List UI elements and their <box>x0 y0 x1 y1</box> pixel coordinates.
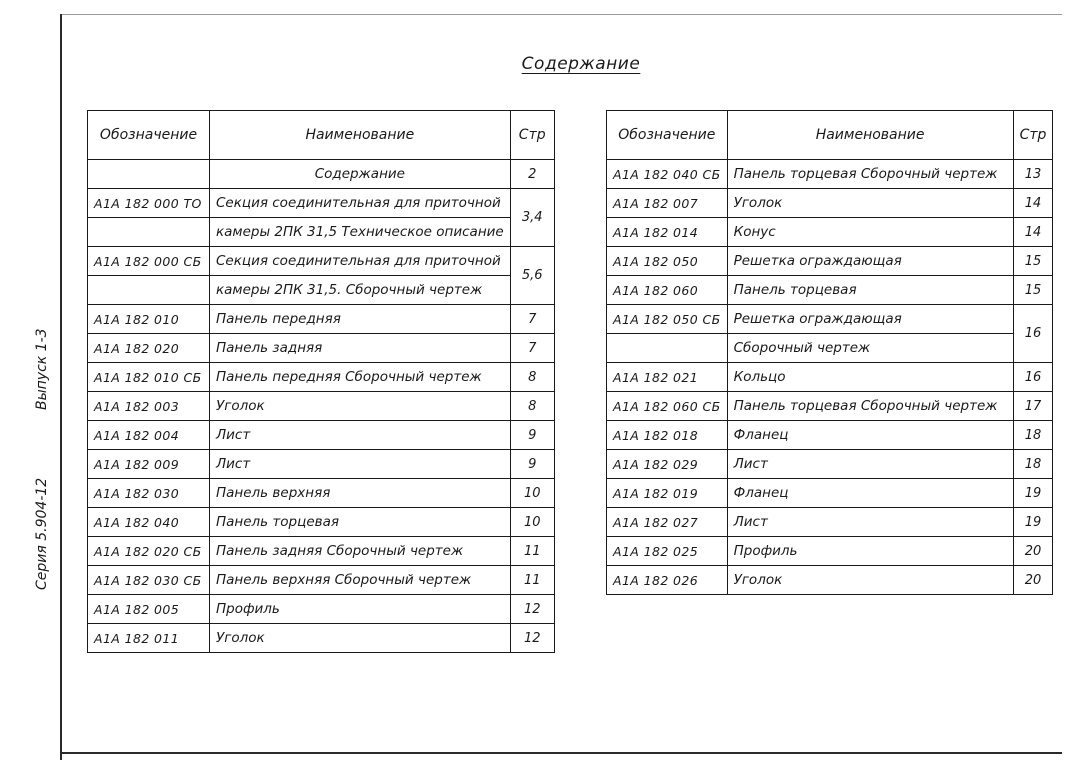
name-cell: Уголок <box>210 624 511 653</box>
name-cell: Лист <box>727 508 1013 537</box>
name-cell: камеры 2ПК 31,5. Сборочный чертеж <box>210 276 511 305</box>
name-cell: Панель задняя Сборочный чертеж <box>210 537 511 566</box>
page-cell: 9 <box>510 450 554 479</box>
table-row <box>88 247 555 276</box>
table-row <box>607 363 1053 392</box>
page-cell: 18 <box>1013 450 1053 479</box>
designation-cell: А1А 182 014 <box>607 218 728 247</box>
page-cell: 7 <box>510 334 554 363</box>
table-row <box>607 247 1053 276</box>
page-cell: 16 <box>1013 305 1053 363</box>
table-row <box>88 363 555 392</box>
page-cell: 16 <box>1013 363 1053 392</box>
name-cell: Кольцо <box>727 363 1013 392</box>
name-cell: Панель торцевая <box>727 276 1013 305</box>
page-header: Стр <box>1013 111 1053 160</box>
designation-cell: А1А 182 040 <box>88 508 210 537</box>
name-cell: Лист <box>727 450 1013 479</box>
designation-cell: А1А 182 004 <box>88 421 210 450</box>
page-header: Стр <box>510 111 554 160</box>
designation-cell: А1А 182 040 СБ <box>607 160 728 189</box>
table-row <box>88 595 555 624</box>
name-cell: Содержание <box>210 160 511 189</box>
designation-cell: А1А 182 000 СБ <box>88 247 210 276</box>
table-row <box>607 566 1053 595</box>
name-cell: Профиль <box>210 595 511 624</box>
page-cell: 14 <box>1013 218 1053 247</box>
page-cell: 10 <box>510 508 554 537</box>
designation-cell <box>88 160 210 189</box>
page-cell: 20 <box>1013 566 1053 595</box>
designation-cell: А1А 182 050 <box>607 247 728 276</box>
table-row <box>88 218 555 247</box>
name-cell: Панель верхняя <box>210 479 511 508</box>
table-row <box>88 566 555 595</box>
table-row <box>607 479 1053 508</box>
name-cell: Лист <box>210 421 511 450</box>
page-cell: 12 <box>510 595 554 624</box>
page-cell: 8 <box>510 363 554 392</box>
designation-cell <box>607 334 728 363</box>
name-cell: Уголок <box>727 566 1013 595</box>
page-cell: 8 <box>510 392 554 421</box>
table-row <box>607 421 1053 450</box>
table-row <box>607 189 1053 218</box>
name-header: Наименование <box>727 111 1013 160</box>
table-row <box>88 421 555 450</box>
page-cell: 10 <box>510 479 554 508</box>
table-header-row <box>88 111 555 160</box>
table-row <box>607 305 1053 334</box>
designation-cell: А1А 182 021 <box>607 363 728 392</box>
designation-cell: А1А 182 011 <box>88 624 210 653</box>
table-row <box>607 334 1053 363</box>
table-row <box>607 392 1053 421</box>
table-row <box>88 624 555 653</box>
designation-cell: А1А 182 018 <box>607 421 728 450</box>
name-cell: Панель верхняя Сборочный чертеж <box>210 566 511 595</box>
page-cell: 3,4 <box>510 189 554 247</box>
designation-header: Обозначение <box>607 111 728 160</box>
page-cell: 5,6 <box>510 247 554 305</box>
page-cell: 7 <box>510 305 554 334</box>
name-cell: Фланец <box>727 421 1013 450</box>
name-cell: Сборочный чертеж <box>727 334 1013 363</box>
table-row <box>88 189 555 218</box>
name-cell: Решетка ограждающая <box>727 305 1013 334</box>
designation-cell: А1А 182 009 <box>88 450 210 479</box>
name-cell: Панель торцевая Сборочный чертеж <box>727 160 1013 189</box>
designation-cell: А1А 182 025 <box>607 537 728 566</box>
table-row <box>607 537 1053 566</box>
frame-top-line <box>60 14 1062 15</box>
page-title: Содержание <box>521 54 641 74</box>
name-cell: камеры 2ПК 31,5 Техническое описание <box>210 218 511 247</box>
name-cell: Панель задняя <box>210 334 511 363</box>
page-cell: 15 <box>1013 247 1053 276</box>
name-cell: Секция соединительная для приточной <box>210 247 511 276</box>
page-cell: 14 <box>1013 189 1053 218</box>
name-cell: Панель передняя <box>210 305 511 334</box>
designation-cell: А1А 182 026 <box>607 566 728 595</box>
designation-cell <box>88 276 210 305</box>
name-cell: Уголок <box>210 392 511 421</box>
page-cell: 20 <box>1013 537 1053 566</box>
table-header-row <box>607 111 1053 160</box>
designation-cell: А1А 182 010 <box>88 305 210 334</box>
table-row <box>88 392 555 421</box>
designation-cell: А1А 182 020 СБ <box>88 537 210 566</box>
issue-label: Выпуск 1-3 <box>34 328 50 410</box>
designation-cell: А1А 182 060 СБ <box>607 392 728 421</box>
page-cell: 19 <box>1013 479 1053 508</box>
designation-cell: А1А 182 030 <box>88 479 210 508</box>
designation-cell: А1А 182 029 <box>607 450 728 479</box>
table-row <box>607 276 1053 305</box>
page-cell: 19 <box>1013 508 1053 537</box>
name-cell: Секция соединительная для приточной <box>210 189 511 218</box>
name-cell: Профиль <box>727 537 1013 566</box>
table-row <box>607 508 1053 537</box>
table-row <box>88 537 555 566</box>
designation-cell: А1А 182 010 СБ <box>88 363 210 392</box>
frame-left-line <box>60 14 62 760</box>
table-row <box>607 450 1053 479</box>
page-cell: 18 <box>1013 421 1053 450</box>
page-cell: 11 <box>510 566 554 595</box>
designation-cell: А1А 182 003 <box>88 392 210 421</box>
designation-cell: А1А 182 027 <box>607 508 728 537</box>
designation-cell: А1А 182 007 <box>607 189 728 218</box>
page-cell: 15 <box>1013 276 1053 305</box>
name-cell: Уголок <box>727 189 1013 218</box>
page-cell: 12 <box>510 624 554 653</box>
frame-bottom-line <box>60 752 1062 754</box>
name-cell: Лист <box>210 450 511 479</box>
designation-cell: А1А 182 000 ТО <box>88 189 210 218</box>
name-cell: Фланец <box>727 479 1013 508</box>
table-row <box>607 218 1053 247</box>
page-cell: 13 <box>1013 160 1053 189</box>
series-label: Серия 5.904-12 <box>34 477 50 590</box>
designation-cell: А1А 182 020 <box>88 334 210 363</box>
designation-cell: А1А 182 030 СБ <box>88 566 210 595</box>
table-row <box>607 160 1053 189</box>
designation-cell: А1А 182 005 <box>88 595 210 624</box>
page-cell: 9 <box>510 421 554 450</box>
page-cell: 17 <box>1013 392 1053 421</box>
contents-table-left <box>87 110 555 653</box>
name-cell: Панель торцевая Сборочный чертеж <box>727 392 1013 421</box>
name-header: Наименование <box>210 111 511 160</box>
name-cell: Панель передняя Сборочный чертеж <box>210 363 511 392</box>
name-cell: Решетка ограждающая <box>727 247 1013 276</box>
side-label <box>34 300 56 600</box>
table-row <box>88 305 555 334</box>
table-row <box>88 160 555 189</box>
contents-table-right <box>606 110 1053 595</box>
table-row <box>88 276 555 305</box>
designation-header: Обозначение <box>88 111 210 160</box>
designation-cell: А1А 182 050 СБ <box>607 305 728 334</box>
name-cell: Панель торцевая <box>210 508 511 537</box>
page-cell: 11 <box>510 537 554 566</box>
designation-cell: А1А 182 019 <box>607 479 728 508</box>
table-row <box>88 508 555 537</box>
designation-cell: А1А 182 060 <box>607 276 728 305</box>
designation-cell <box>88 218 210 247</box>
table-row <box>88 479 555 508</box>
table-row <box>88 450 555 479</box>
table-row <box>88 334 555 363</box>
page-cell: 2 <box>510 160 554 189</box>
name-cell: Конус <box>727 218 1013 247</box>
